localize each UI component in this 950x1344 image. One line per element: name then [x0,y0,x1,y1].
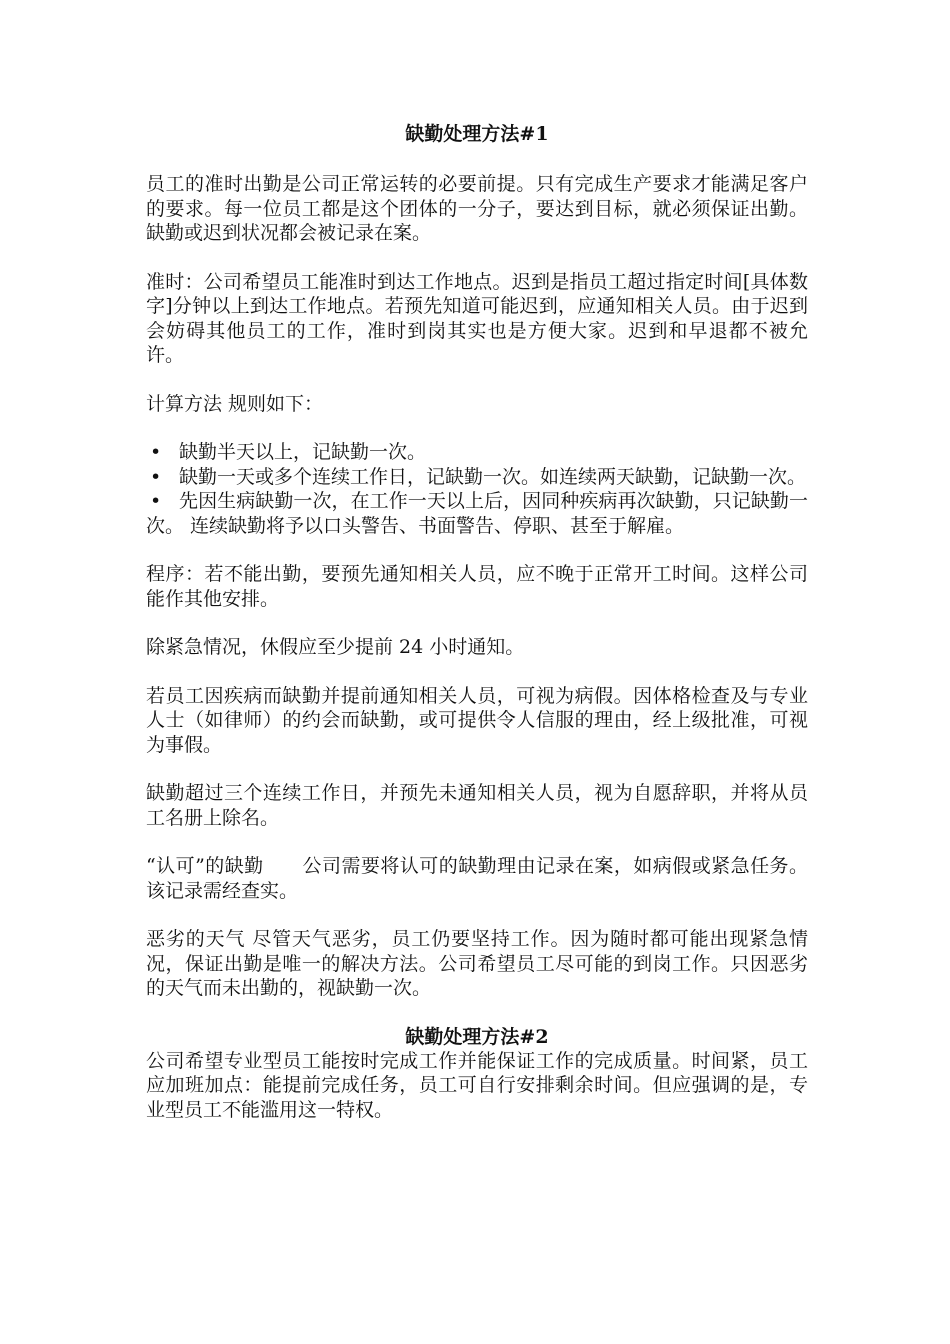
list-item [146,440,808,465]
bullet-icon: • [150,465,162,488]
document-body [146,122,808,1122]
rules-list [146,440,808,538]
sick-leave-paragraph: 若员工因疾病而缺勤并提前通知相关人员，可视为病假。因体格检查及与专业人士（如律师）的约会而缺勤，或可提供令人信服的理由，经上级批准，可视为事假。 [146,684,808,756]
bad-weather-paragraph: 恶劣的天气 尽管天气恶劣，员工仍要坚持工作。因为随时都可能出现紧急情况，保证出勤是唯一的解决方法。公司希望员工尽可能的到岗工作。只因恶劣的天气而未出勤的，视缺勤一次。 [146,928,808,999]
bullet-icon: • [150,490,162,512]
resignation-paragraph: 缺勤超过三个连续工作日，并预先未通知相关人员，视为自愿辞职，并将从员工名册上除名。 [146,782,808,829]
professional-staff-paragraph: 公司希望专业型员工能按时完成工作并能保证工作的完成质量。时间紧，员工应加班加点：能提前完成任务，员工可自行安排剩余时间。但应强调的是，专业型员工不能滥用这一特权。 [146,1049,808,1121]
approved-absence-paragraph: “认可”的缺勤 公司需要将认可的缺勤理由记录在案，如病假或紧急任务。该记录需经查实。 [146,855,808,902]
list-item [146,489,808,538]
calculation-paragraph: 计算方法 规则如下： [146,392,324,415]
on-time-paragraph: 准时：公司希望员工能准时到达工作地点。迟到是指员工超过指定时间[具体数字]分钟以上到达工作地点。若预先知道可能迟到，应通知相关人员。由于迟到会妨碍其他员工的工作，准时到岗其实也是方便大家。迟到和早退都不被允许。 [146,270,808,366]
leave-notice-paragraph: 除紧急情况，休假应至少提前 24 小时通知。 [146,636,525,658]
list-item-text: 先因生病缺勤一次，在工作一天以上后，因同种疾病再次缺勤，只记缺勤一次。 连续缺勤将予以口头警告、书面警告、停职、甚至于解雇。 [146,490,808,537]
section-title-1: 缺勤处理方法#1 [405,123,549,145]
bullet-icon: • [150,441,162,463]
list-item-text: 缺勤半天以上，记缺勤一次。 [179,441,427,463]
list-item [146,465,808,490]
section-title-2: 缺勤处理方法#2 [405,1025,549,1048]
list-item-text: 缺勤一天或多个连续工作日，记缺勤一次。如连续两天缺勤，记缺勤一次。 [179,465,807,488]
procedure-paragraph: 程序：若不能出勤，要预先通知相关人员，应不晚于正常开工时间。这样公司能作其他安排。 [146,563,808,610]
intro-paragraph: 员工的准时出勤是公司正常运转的必要前提。只有完成生产要求才能满足客户的要求。每一位员工都是这个团体的一分子，要达到目标，就必须保证出勤。缺勤或迟到状况都会被记录在案。 [146,173,808,244]
